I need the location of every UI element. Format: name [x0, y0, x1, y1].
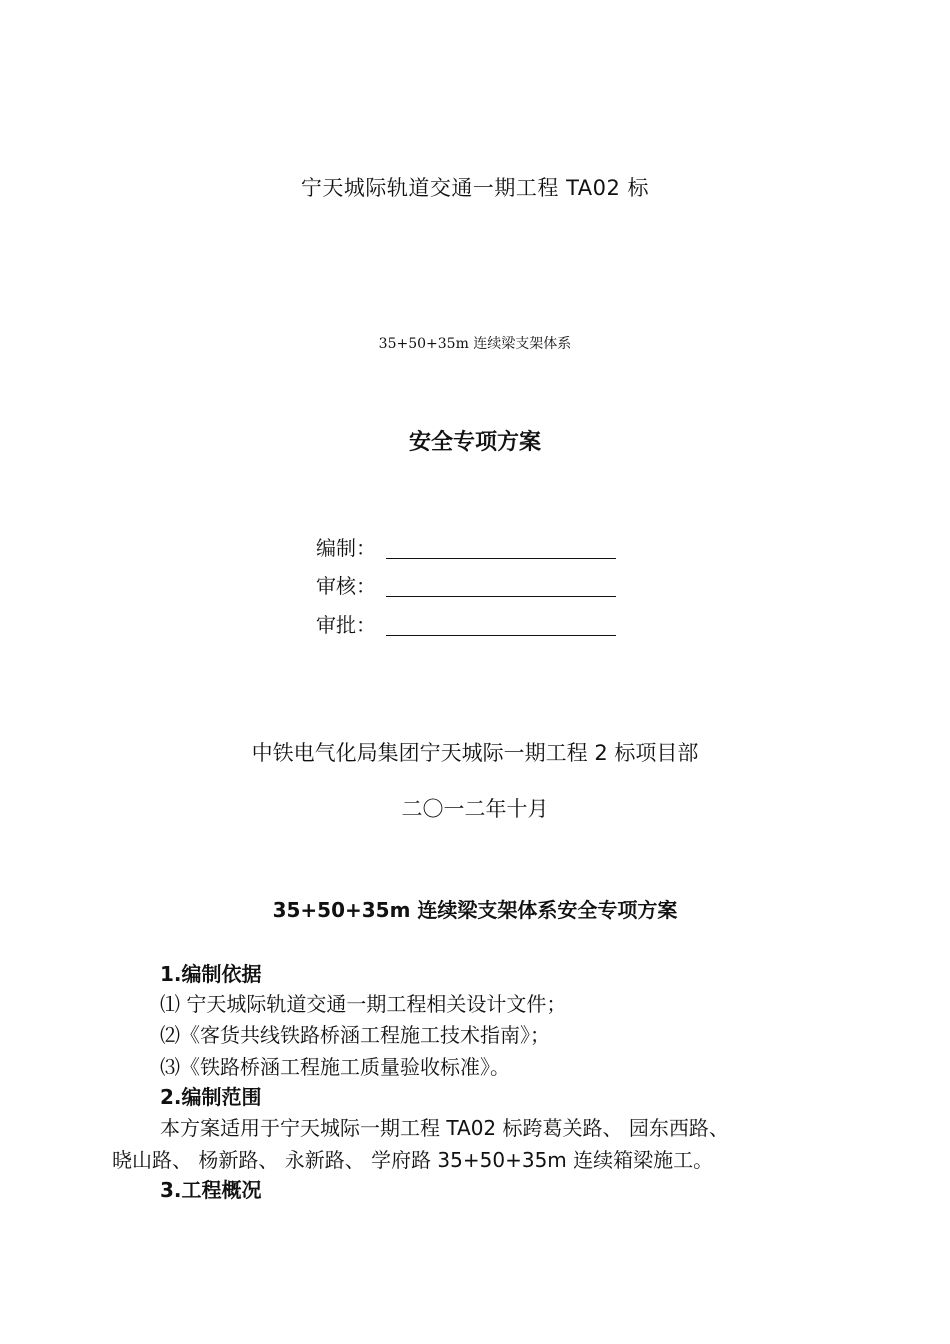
list-item: ⑵《客货共线铁路桥涵工程施工技术指南》； [160, 1023, 550, 1047]
section-heading: 2.编制范围 [160, 1085, 262, 1109]
signature-row-reviewed [316, 566, 616, 600]
section-heading: 1.编制依据 [160, 962, 262, 986]
document-date: 二〇一二年十月 [401, 797, 549, 821]
paragraph-line: 晓山路、 杨新路、 永新路、 学府路 35+50+35m 连续箱梁施工。 [112, 1148, 714, 1172]
project-title: 宁天城际轨道交通一期工程 TA02 标 [300, 176, 650, 200]
signature-line [386, 570, 616, 597]
signature-row-compiled [316, 528, 616, 562]
list-item: ⑴ 宁天城际轨道交通一期工程相关设计文件； [160, 992, 567, 1016]
organization-name: 中铁电气化局集团宁天城际一期工程 2 标项目部 [251, 741, 699, 765]
signature-line [386, 532, 616, 559]
cover-subtitle: 35+50+35m 连续梁支架体系 [378, 336, 572, 352]
signature-line [386, 609, 616, 636]
list-item: ⑶《铁路桥涵工程施工质量验收标准》。 [160, 1055, 510, 1079]
signature-label: 审批： [316, 613, 376, 637]
signature-row-approved [316, 605, 616, 639]
paragraph-line: 本方案适用于宁天城际一期工程 TA02 标跨葛关路、 园东西路、 [160, 1116, 729, 1140]
section-heading: 3.工程概况 [160, 1178, 262, 1202]
body-title: 35+50+35m 连续梁支架体系安全专项方案 [272, 898, 678, 922]
document-title: 安全专项方案 [408, 430, 541, 455]
signature-label: 编制： [316, 536, 376, 560]
signature-label: 审核： [316, 574, 376, 598]
